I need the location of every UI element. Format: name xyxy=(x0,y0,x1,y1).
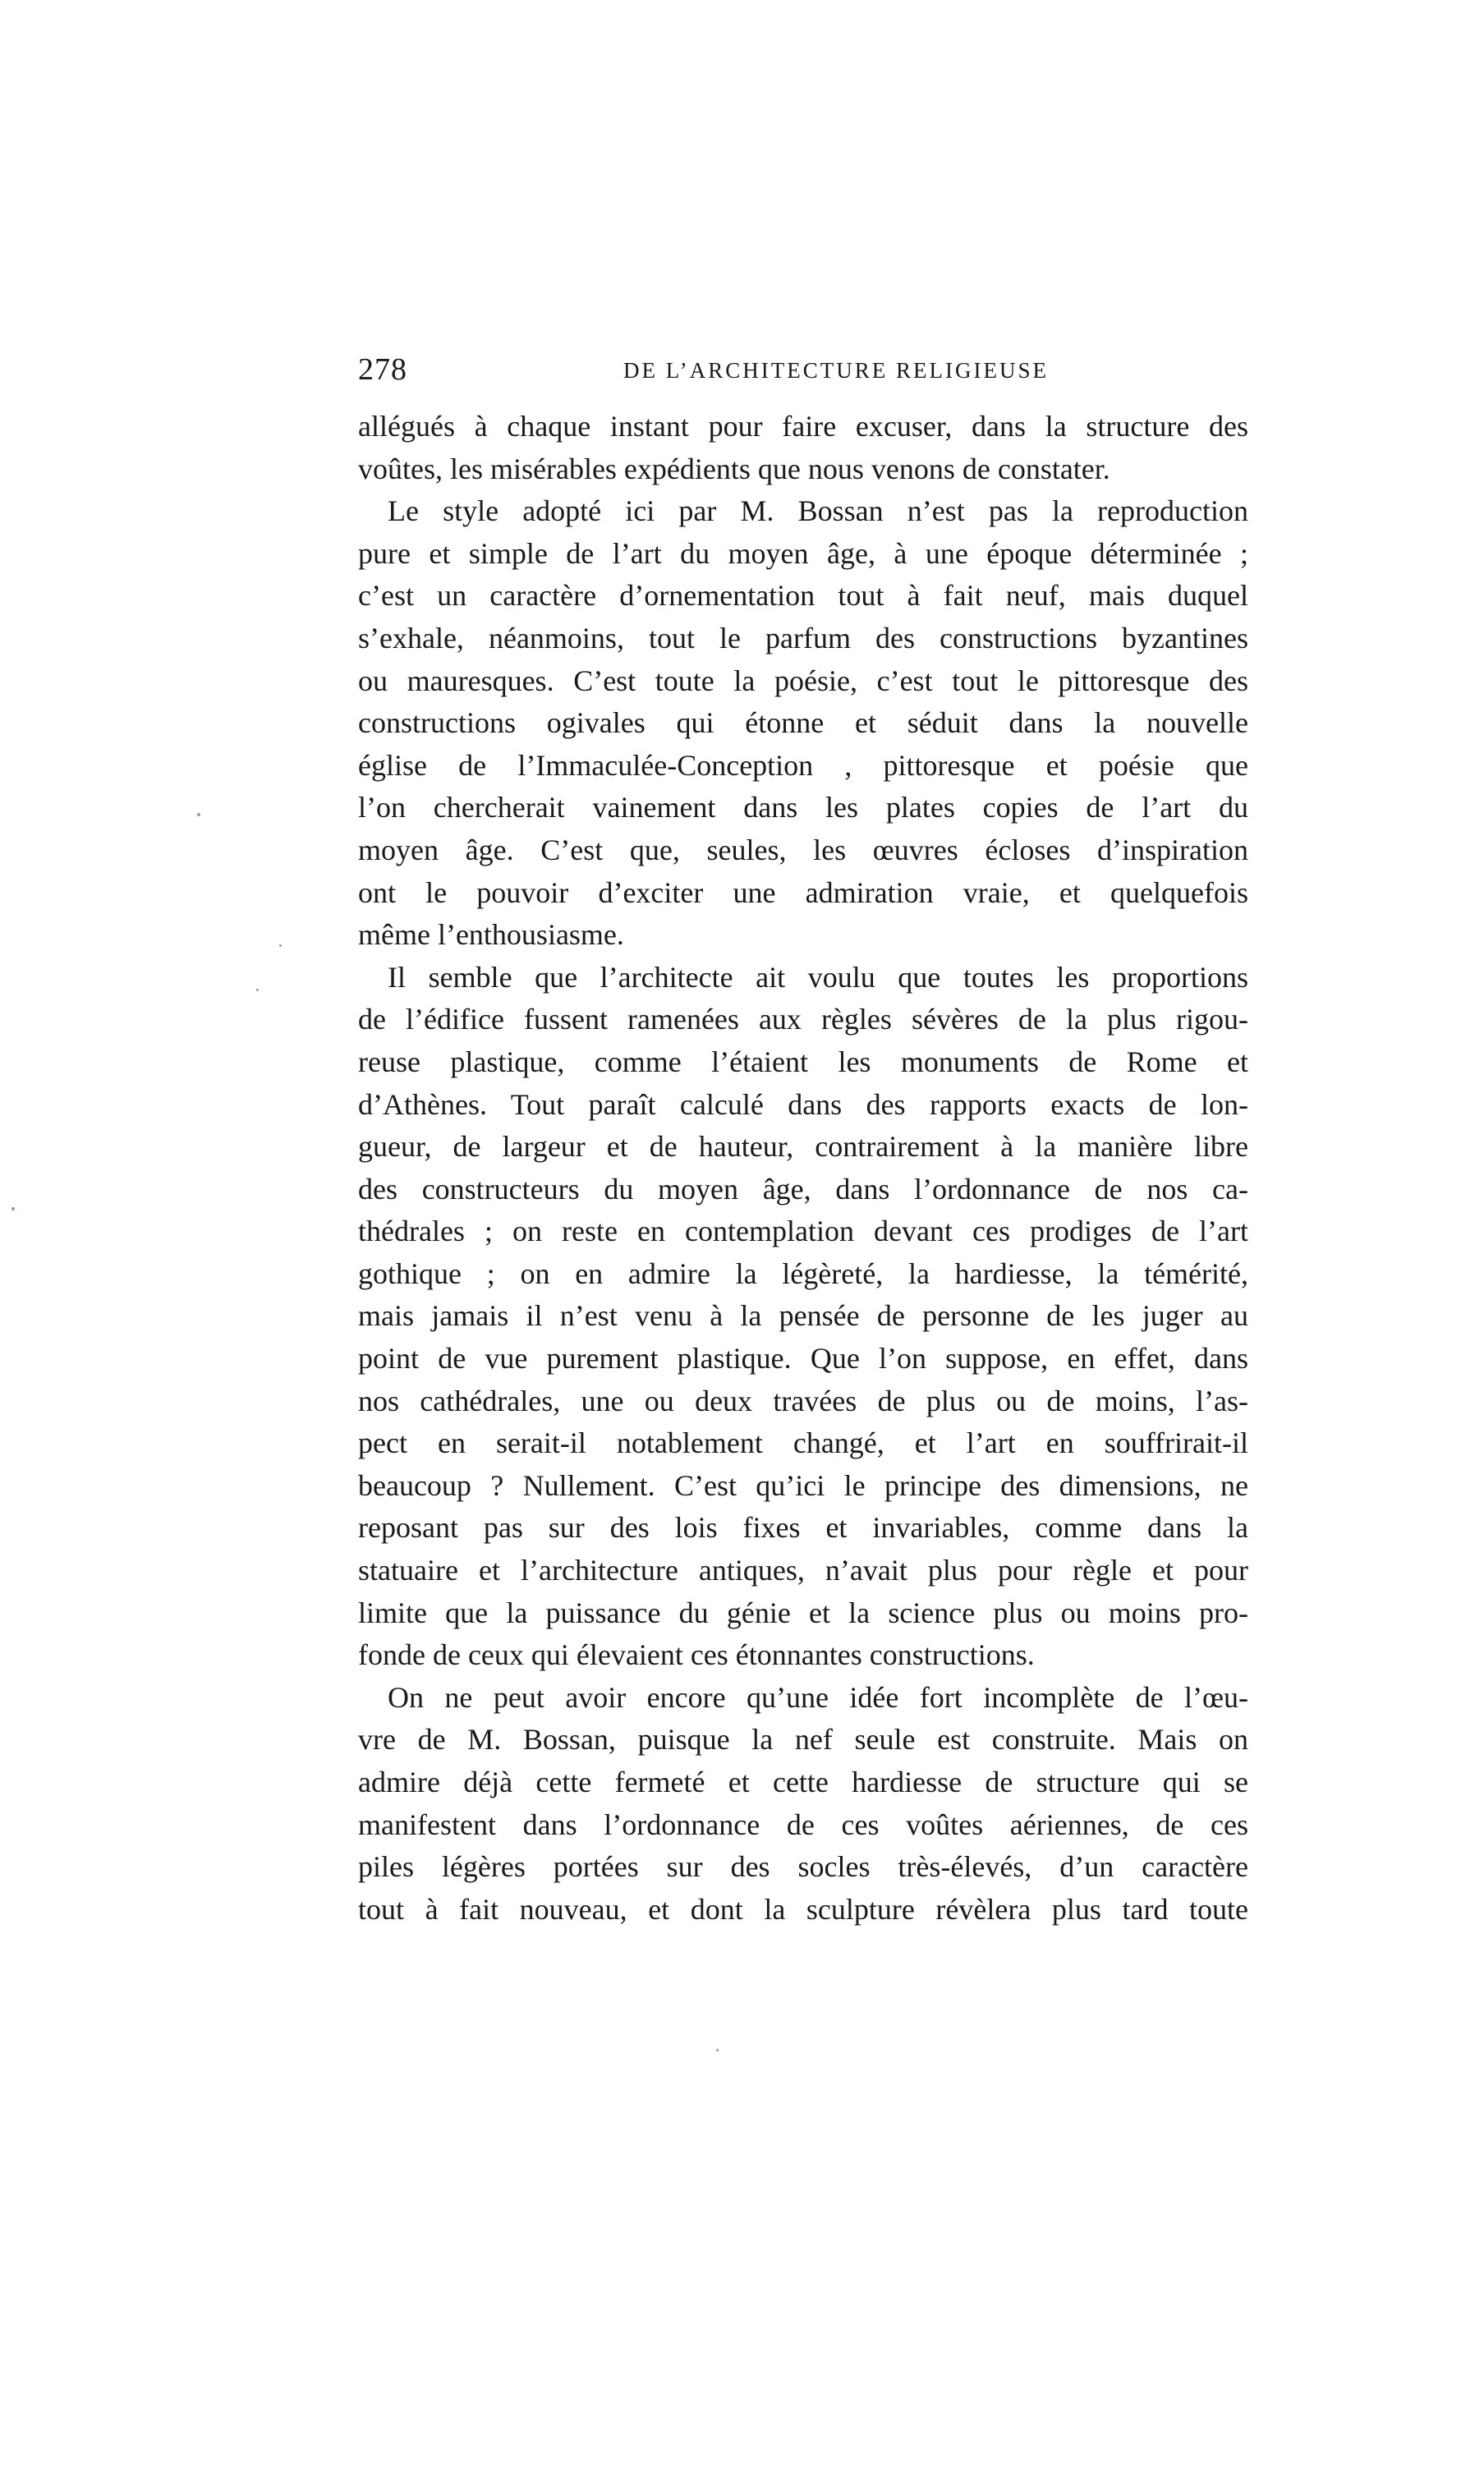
running-head: DE L’ARCHITECTURE RELIGIEUSE xyxy=(623,358,1049,383)
text-line: de l’édifice fussent ramenées aux règles sévères de la plus rigou- xyxy=(358,1003,1248,1036)
text-line: nos cathédrales, une ou deux travées de plus ou de moins, l’as- xyxy=(358,1384,1248,1417)
body-text xyxy=(358,406,1248,1931)
text-line: s’exhale, néanmoins, tout le parfum des constructions byzantines xyxy=(358,621,1248,654)
paragraph-start-line: Il semble que l’architecte ait voulu que toutes les proportions xyxy=(388,960,1248,994)
text-line: admire déjà cette fermeté et cette hardiesse de structure qui se xyxy=(358,1766,1248,1798)
text-line: vre de M. Bossan, puisque la nef seule est construite. Mais on xyxy=(358,1723,1248,1757)
text-line: même l’enthousiasme. xyxy=(358,918,624,952)
text-line: limite que la puissance du génie et la science plus ou moins pro- xyxy=(358,1596,1248,1629)
text-line: voûtes, les misérables expédients que nous venons de constater. xyxy=(358,452,1110,485)
text-line: manifestent dans l’ordonnance de ces voûtes aériennes, de ces xyxy=(358,1807,1248,1841)
paper-speck xyxy=(256,989,259,991)
text-line: gueur, de largeur et de hauteur, contrairement à la manière libre xyxy=(358,1130,1248,1164)
text-line: ou mauresques. C’est toute la poésie, c’est tout le pittoresque des xyxy=(358,664,1248,697)
text-line: c’est un caractère d’ornementation tout à fait neuf, mais duquel xyxy=(358,579,1248,613)
text-line: gothique ; on en admire la légèreté, la hardiesse, la témérité, xyxy=(358,1256,1248,1290)
text-line: fonde de ceux qui élevaient ces étonnantes constructions. xyxy=(358,1638,1035,1672)
paragraph-start-line: On ne peut avoir encore qu’une idée fort incomplète de l’œu- xyxy=(388,1680,1248,1714)
text-line: thédrales ; on reste en contemplation devant ces prodiges de l’art xyxy=(358,1215,1248,1248)
text-line: moyen âge. C’est que, seules, les œuvres écloses d’inspiration xyxy=(358,833,1248,866)
paper-speck xyxy=(279,944,282,947)
paper-speck xyxy=(11,1207,15,1210)
text-line: mais jamais il n’est venu à la pensée de personne de les juger au xyxy=(358,1299,1248,1333)
paper-speck xyxy=(716,2049,719,2051)
text-line: reuse plastique, comme l’étaient les monuments de Rome et xyxy=(358,1045,1248,1078)
text-line: beaucoup ? Nullement. C’est qu’ici le principe des dimensions, ne xyxy=(358,1468,1248,1502)
text-line: d’Athènes. Tout paraît calculé dans des rapports exacts de lon- xyxy=(358,1087,1248,1121)
text-line: des constructeurs du moyen âge, dans l’ordonnance de nos ca- xyxy=(358,1172,1248,1206)
text-line: constructions ogivales qui étonne et séduit dans la nouvelle xyxy=(358,706,1248,740)
text-line: l’on chercherait vainement dans les plates copies de l’art du xyxy=(358,791,1248,824)
text-line: église de l’Immaculée-Conception , pittoresque et poésie que xyxy=(358,748,1248,782)
text-line: allégués à chaque instant pour faire excuser, dans la structure des xyxy=(358,410,1248,443)
text-line: statuaire et l’architecture antiques, n’avait plus pour règle et pour xyxy=(358,1554,1248,1587)
page-header xyxy=(358,351,1248,401)
paragraph-start-line: Le style adopté ici par M. Bossan n’est pas la reproduction xyxy=(388,494,1248,528)
text-line: piles légères portées sur des socles très-élevés, d’un caractère xyxy=(358,1850,1248,1884)
text-line: point de vue purement plastique. Que l’on suppose, en effet, dans xyxy=(358,1342,1248,1376)
text-line: pure et simple de l’art du moyen âge, à une époque déterminée ; xyxy=(358,536,1248,570)
text-line: tout à fait nouveau, et dont la sculpture révèlera plus tard toute xyxy=(358,1892,1248,1926)
text-line: reposant pas sur des lois fixes et invariables, comme dans la xyxy=(358,1511,1248,1545)
page-number: 278 xyxy=(358,352,407,387)
text-line: ont le pouvoir d’exciter une admiration vraie, et quelquefois xyxy=(358,875,1248,909)
paper-speck xyxy=(197,813,200,816)
text-line: pect en serait-il notablement changé, et l’art en souffrirait-il xyxy=(358,1426,1248,1460)
